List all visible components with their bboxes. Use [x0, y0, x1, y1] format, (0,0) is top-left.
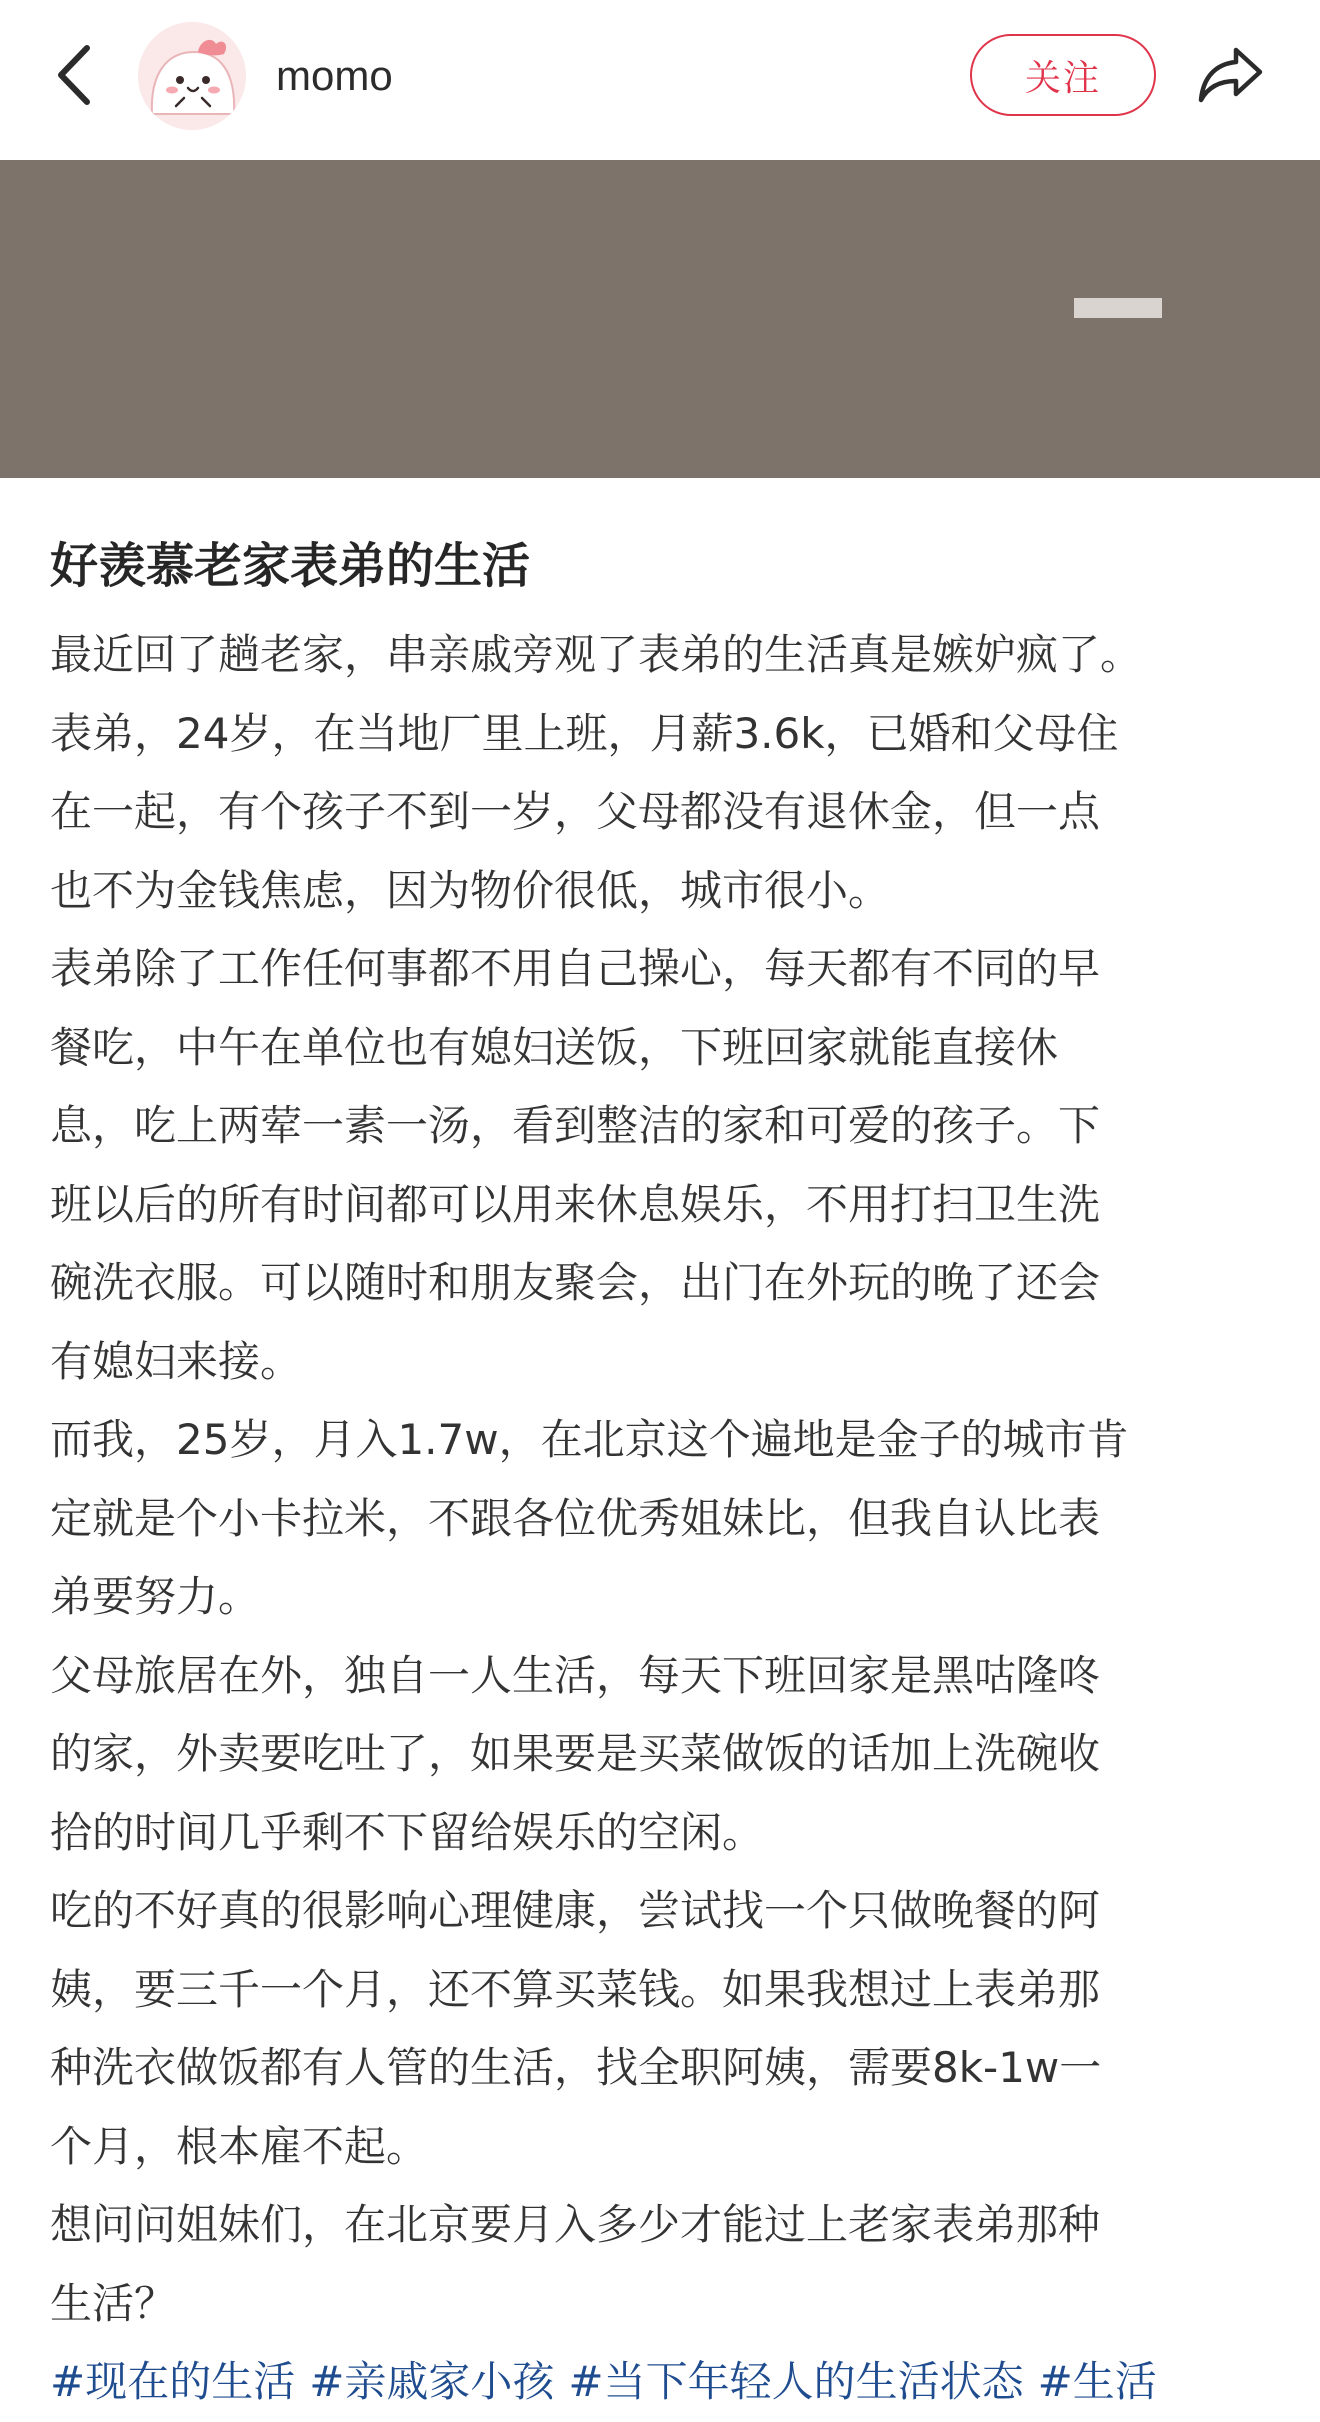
- hashtag-link[interactable]: #现在的生活: [50, 2357, 296, 2406]
- post-paragraph: 表弟，24岁，在当地厂里上班，月薪3.6k，已婚和父母住 在一起，有个孩子不到一岁，父母都没有退休金，但一点 也不为金钱焦虑，因为物价很低，城市很小。: [50, 708, 1119, 915]
- post-paragraph: 表弟除了工作任何事都不用自己操心，每天都有不同的早 餐吃，中午在单位也有媳妇送饭，下班回家就能直接休 息，吃上两荤一素一汤，看到整洁的家和可爱的孩子。下 班以后的所有时间都可以用来休息娱乐，不用打扫卫生洗 碗洗衣服。可以随时和朋友聚会，出门在外玩的晚了还会 有媳妇来接。: [50, 944, 1101, 1386]
- hashtag-link[interactable]: #当下年轻人的生活状态: [568, 2357, 1024, 2406]
- follow-button[interactable]: 关注: [970, 34, 1156, 116]
- back-button[interactable]: [40, 30, 110, 120]
- post-image[interactable]: [0, 160, 1320, 478]
- post-title: 好羡慕老家表弟的生活: [50, 538, 531, 594]
- post-paragraph: 想问问姐妹们，在北京要月入多少才能过上老家表弟那种 生活？: [50, 2200, 1101, 2328]
- hashtag-list: [50, 2343, 1320, 2422]
- post-paragraph: 父母旅居在外，独自一人生活，每天下班回家是黑咕隆咚 的家，外卖要吃吐了，如果要是买菜做饭的话加上洗碗收 拾的时间几乎剩不下留给娱乐的空闲。: [50, 1650, 1101, 1857]
- share-button[interactable]: [1186, 34, 1276, 116]
- avatar[interactable]: [138, 22, 246, 130]
- hashtag-link[interactable]: #亲戚家小孩: [309, 2357, 555, 2406]
- share-arrow-icon: [1196, 44, 1266, 106]
- hashtag-link[interactable]: #生活: [1037, 2357, 1157, 2406]
- image-page-indicator: [1074, 298, 1162, 318]
- avatar-cartoon-icon: [138, 22, 246, 130]
- post-paragraph: 而我，25岁，月入1.7w，在北京这个遍地是金子的城市肯 定就是个小卡拉米，不跟各位优秀姐妹比，但我自认比表 弟要努力。: [50, 1415, 1129, 1621]
- username[interactable]: momo: [276, 52, 393, 99]
- top-bar: [0, 0, 1320, 160]
- post-paragraph: 最近回了趟老家，串亲戚旁观了表弟的生活真是嫉妒疯了。: [50, 630, 1143, 679]
- post-paragraph: 吃的不好真的很影响心理健康，尝试找一个只做晚餐的阿 姨，要三千一个月，还不算买菜钱。如果我想过上表弟那 种洗衣做饭都有人管的生活，找全职阿姨，需要8k-1w一 个月，根本雇不起。: [50, 1886, 1102, 2171]
- post-content: [50, 478, 1320, 2422]
- chevron-left-icon: [53, 40, 97, 110]
